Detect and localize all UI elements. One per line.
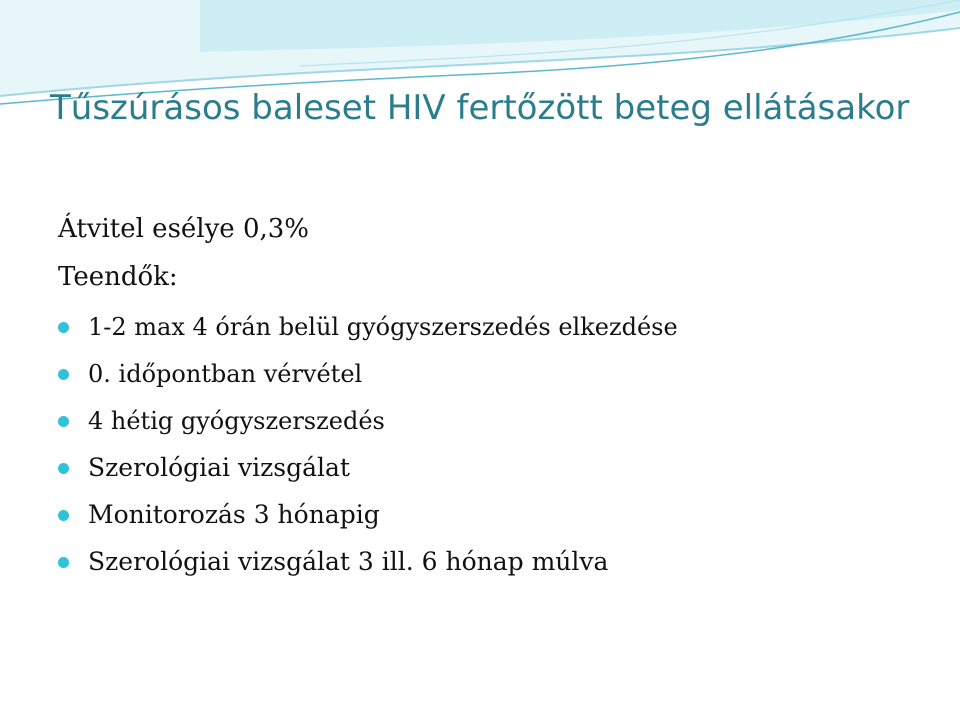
list-item (58, 404, 938, 451)
list-item-text: Monitorozás 3 hónapig (88, 500, 380, 529)
paragraph-tasks-heading: Teendők: (58, 262, 178, 292)
list-item (58, 451, 938, 498)
paragraph-transmission-chance: Átvitel esélye 0,3% (58, 214, 310, 244)
list-item-text: Szerológiai vizsgálat (88, 453, 350, 482)
list-item-text: 1-2 max 4 órán belül gyógyszerszedés elkezdése (88, 313, 678, 341)
list-item (58, 357, 938, 404)
bullet-dot-icon (58, 416, 69, 427)
list-item (58, 545, 938, 592)
list-item (58, 310, 938, 357)
slide-content (58, 212, 938, 592)
bullet-list (58, 310, 938, 592)
list-item-text: Szerológiai vizsgálat 3 ill. 6 hónap múlva (88, 547, 609, 576)
bullet-dot-icon (58, 322, 69, 333)
bullet-dot-icon (58, 557, 69, 568)
list-item-text: 0. időpontban vérvétel (88, 360, 363, 388)
slide-title: Tűszúrásos baleset HIV fertőzött beteg ellátásakor (50, 88, 910, 128)
bullet-dot-icon (58, 369, 69, 380)
bullet-dot-icon (58, 510, 69, 521)
list-item (58, 498, 938, 545)
bullet-dot-icon (58, 463, 69, 474)
list-item-text: 4 hétig gyógyszerszedés (88, 407, 385, 435)
